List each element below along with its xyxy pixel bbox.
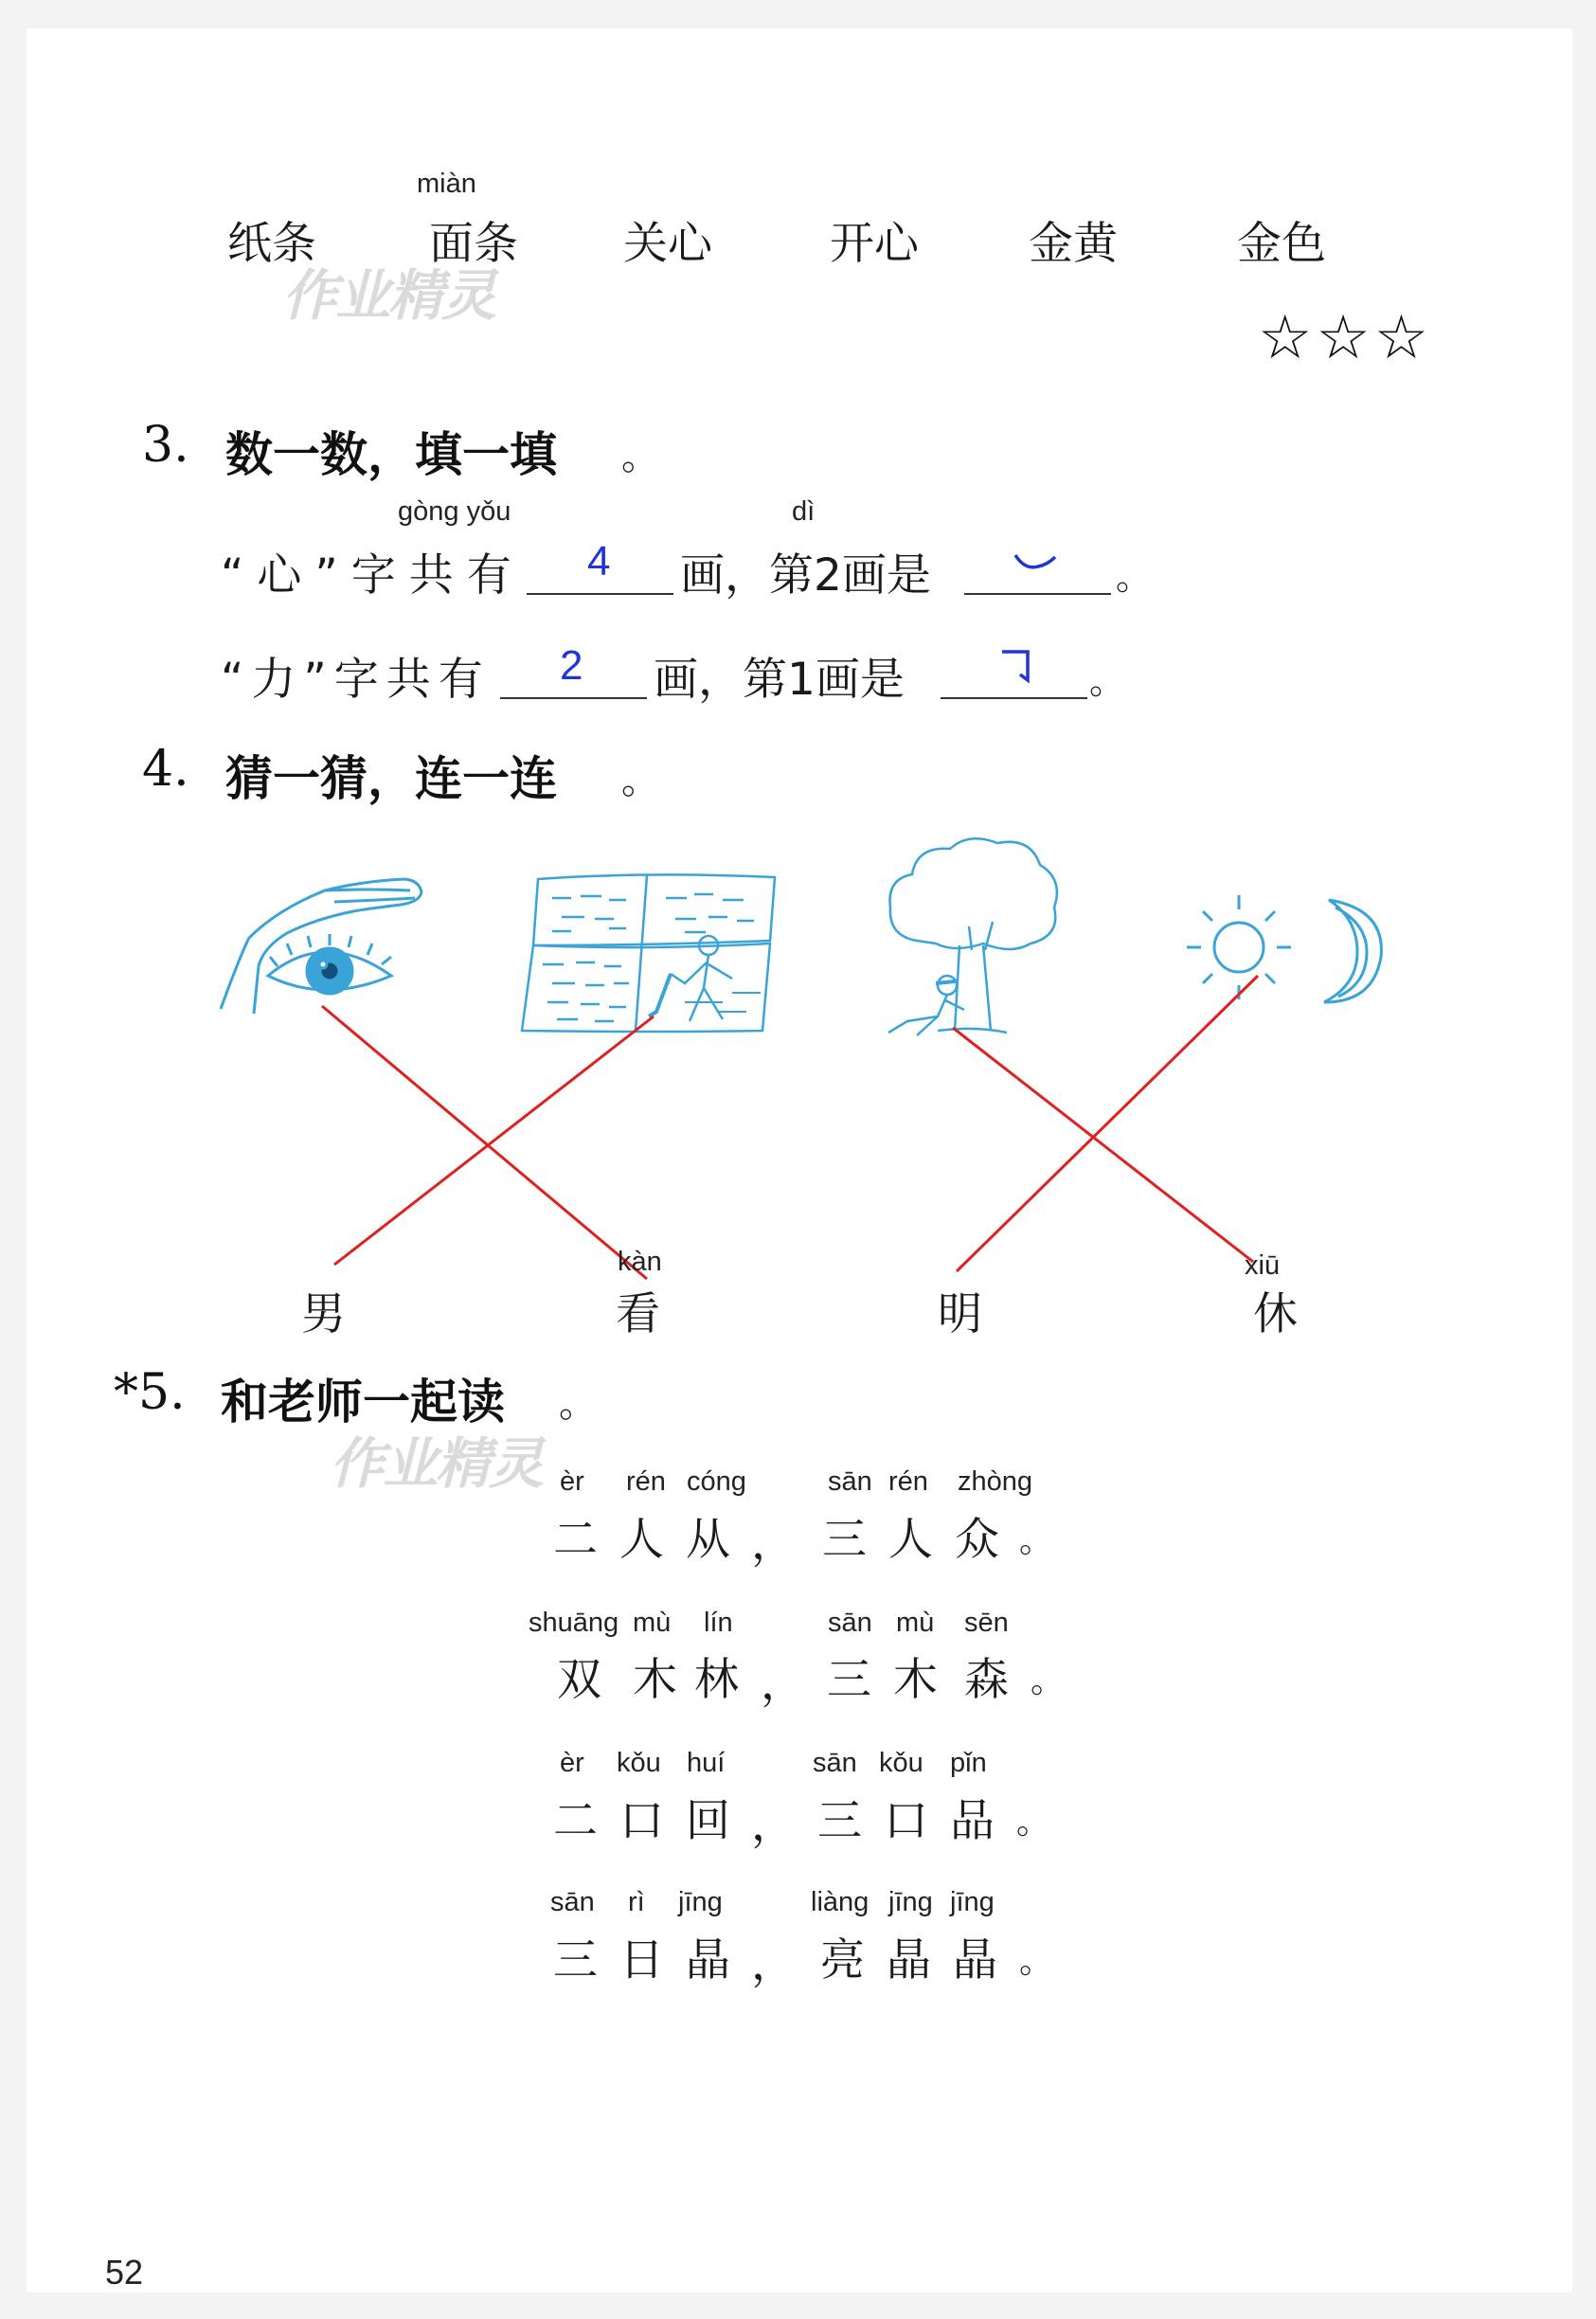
verse2-pinyin-6: sēn — [964, 1608, 1009, 1638]
verse2-period: 。 — [1031, 1662, 1066, 1700]
q4-title: 猜一猜，连一连 — [225, 751, 557, 806]
verse2-pinyin-5: mù — [896, 1608, 935, 1638]
q4-number: 4. — [142, 741, 189, 798]
q3-line1-middle: 画，第2画是 — [680, 549, 931, 602]
verse4-period: 。 — [1019, 1942, 1054, 1981]
verse2-char-1: 双 — [557, 1654, 601, 1706]
verse2-pinyin-4: sān — [828, 1608, 872, 1638]
page-number: 52 — [105, 2253, 144, 2292]
verse1-char-3: 从 — [686, 1514, 730, 1566]
verse2-char-4: 三 — [827, 1654, 871, 1706]
verse2-char-5: 木 — [893, 1654, 938, 1706]
verse4-char-4: 亮 — [820, 1934, 865, 1986]
word-zhitiao: 纸条 — [227, 218, 316, 270]
q3-line2-end: 。 — [1089, 660, 1126, 702]
word-miantiao: 面条 — [429, 218, 518, 270]
verse4-char-3: 晶 — [686, 1934, 730, 1986]
verse1-period: 。 — [1019, 1521, 1054, 1560]
q3-line1-end: 。 — [1116, 556, 1153, 598]
verse1-char-1: 二 — [553, 1514, 598, 1566]
q3-line1-prefix: “心”字共有 — [221, 549, 525, 602]
q5-number: *5. — [114, 1364, 186, 1421]
verse4-pinyin-5: jīng — [888, 1887, 933, 1917]
watermark: 作业精灵 — [282, 263, 495, 328]
pinyin-mian: miàn — [417, 169, 476, 199]
verse1-pinyin-2: rén — [626, 1466, 666, 1497]
verse4-char-6: 晶 — [953, 1934, 997, 1986]
word-ming: 明 — [938, 1288, 982, 1340]
word-nan: 男 — [301, 1288, 346, 1340]
q3-line2-answer1: 2 — [560, 642, 583, 689]
verse2-char-6: 森 — [964, 1654, 1009, 1706]
word-jinse: 金色 — [1237, 218, 1326, 270]
rating-stars: ☆☆☆ — [1258, 303, 1433, 373]
verse3-pinyin-4: sān — [813, 1748, 857, 1778]
verse3-pinyin-6: pǐn — [950, 1748, 987, 1778]
verse2-char-2: 木 — [633, 1654, 677, 1706]
word-kaixin: 开心 — [830, 218, 919, 270]
verse3-char-2: 口 — [619, 1795, 664, 1847]
verse1-char-5: 人 — [888, 1514, 933, 1566]
watermark-2: 作业精灵 — [330, 1431, 543, 1496]
q4-title-period: 。 — [621, 759, 659, 802]
q5-title-period: 。 — [559, 1382, 597, 1426]
q3-line1-answer1: 4 — [587, 538, 611, 584]
verse2-pinyin-3: lín — [704, 1608, 733, 1638]
line-field-to-nan — [334, 1016, 654, 1265]
q3-line2-prefix: “力”字共有 — [221, 654, 491, 706]
pinyin-kan: kàn — [618, 1247, 662, 1277]
pinyin-gongyou: gòng yǒu — [398, 496, 511, 527]
word-guanxin: 关心 — [623, 218, 712, 270]
matching-lines — [27, 28, 1572, 1355]
verse1-pinyin-6: zhòng — [958, 1466, 1033, 1497]
verse1-pinyin-3: cóng — [687, 1466, 746, 1497]
verse3-pinyin-2: kǒu — [617, 1748, 661, 1778]
verse4-pinyin-1: sān — [550, 1887, 595, 1917]
verse2-char-3: 林 — [694, 1654, 739, 1706]
line-tree-to-xiu — [953, 1028, 1253, 1262]
verse3-char-4: 三 — [817, 1795, 862, 1847]
verse1-pinyin-4: sān — [828, 1466, 872, 1497]
verse3-comma: ， — [751, 1799, 796, 1851]
verse4-comma: ， — [751, 1938, 796, 1990]
verse2-pinyin-2: mù — [633, 1608, 672, 1638]
verse1-pinyin-5: rén — [888, 1466, 928, 1497]
verse2-pinyin-1: shuāng — [529, 1608, 619, 1638]
word-xiu: 休 — [1253, 1288, 1298, 1340]
verse4-pinyin-4: liàng — [811, 1887, 870, 1917]
verse4-pinyin-2: rì — [628, 1887, 645, 1917]
verse3-char-5: 口 — [884, 1795, 928, 1847]
verse3-char-6: 品 — [950, 1795, 995, 1847]
word-jinhuang: 金黄 — [1029, 218, 1118, 270]
verse1-comma: ， — [751, 1518, 796, 1570]
q3-title-period: 。 — [621, 435, 659, 478]
verse2-comma: ， — [761, 1658, 805, 1710]
verse4-char-2: 日 — [619, 1934, 664, 1986]
verse1-char-4: 三 — [822, 1514, 867, 1566]
pinyin-xiu: xiū — [1245, 1250, 1281, 1281]
verse3-char-3: 回 — [686, 1795, 730, 1847]
verse4-char-1: 三 — [553, 1934, 598, 1986]
pinyin-di: dì — [792, 496, 816, 527]
verse1-char-2: 人 — [619, 1514, 664, 1566]
verse4-pinyin-3: jīng — [678, 1887, 723, 1917]
line-sun-to-ming — [957, 976, 1258, 1271]
workbook-page — [27, 28, 1572, 2292]
verse1-char-6: 众 — [955, 1514, 999, 1566]
verse3-period: 。 — [1016, 1803, 1051, 1842]
q3-line2-middle: 画，第1画是 — [654, 654, 905, 706]
verse3-pinyin-1: èr — [560, 1748, 584, 1778]
verse3-char-1: 二 — [553, 1795, 598, 1847]
verse3-pinyin-5: kǒu — [879, 1748, 924, 1778]
q5-title: 和老师一起读 — [221, 1375, 505, 1429]
word-kan: 看 — [616, 1288, 660, 1340]
q3-number: 3. — [142, 417, 189, 474]
verse4-pinyin-6: jīng — [950, 1887, 995, 1917]
verse4-char-5: 晶 — [887, 1934, 931, 1986]
verse1-pinyin-1: èr — [560, 1466, 584, 1497]
verse3-pinyin-3: huí — [687, 1748, 726, 1778]
q3-title: 数一数，填一填 — [225, 427, 557, 482]
